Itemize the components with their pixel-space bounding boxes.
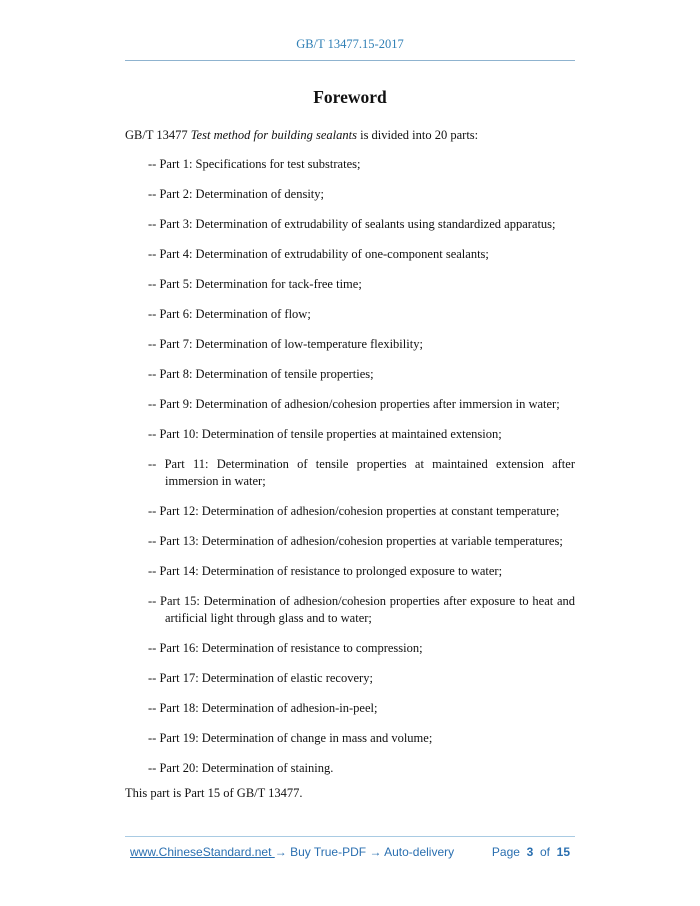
part-list-item: -- Part 14: Determination of resistance to prolonged exposure to water; <box>148 564 503 578</box>
part-list-item: -- Part 4: Determination of extrudability of one-component sealants; <box>148 247 489 261</box>
page-number <box>492 845 570 859</box>
of-label: of <box>539 845 550 859</box>
part-list-item: -- Part 16: Determination of resistance to compression; <box>148 641 423 655</box>
intro-prefix: GB/T 13477 <box>125 128 191 142</box>
current-page: 3 <box>526 845 534 859</box>
part-list-item: -- Part 1: Specifications for test substrates; <box>148 157 361 171</box>
part-list-item: -- Part 15: Determination of adhesion/cohesion properties after exposure to heat and artificial light through glass and to water; <box>148 594 575 625</box>
part-list-item: -- Part 12: Determination of adhesion/cohesion properties at constant temperature; <box>148 504 560 518</box>
header-divider <box>125 60 575 61</box>
part-list-item: -- Part 3: Determination of extrudability of sealants using standardized apparatus; <box>148 217 556 231</box>
part-list-item: -- Part 7: Determination of low-temperature flexibility; <box>148 337 423 351</box>
intro-paragraph <box>125 127 575 144</box>
intro-standard-title: Test method for building sealants <box>190 128 357 142</box>
part-list-item: -- Part 10: Determination of tensile properties at maintained extension; <box>148 427 502 441</box>
part-list-item: -- Part 11: Determination of tensile properties at maintained extension after immersion in water; <box>148 457 575 488</box>
footer-divider <box>125 836 575 837</box>
part-list-item: -- Part 17: Determination of elastic recovery; <box>148 671 373 685</box>
total-pages: 15 <box>556 845 570 859</box>
page-label: Page <box>491 845 520 859</box>
part-list-item: -- Part 18: Determination of adhesion-in-peel; <box>148 701 378 715</box>
footer-promo-text: → Buy True-PDF → Auto-delivery <box>274 845 455 859</box>
part-list-item: -- Part 2: Determination of density; <box>148 187 325 201</box>
parts-list <box>148 156 575 777</box>
part-list-item: -- Part 13: Determination of adhesion/cohesion properties at variable temperatures; <box>148 534 563 548</box>
part-list-item: -- Part 6: Determination of flow; <box>148 307 311 321</box>
intro-suffix: is divided into 20 parts: <box>356 128 479 142</box>
footer-promo <box>130 845 454 859</box>
part-list-item: -- Part 8: Determination of tensile properties; <box>148 367 374 381</box>
part-list-item: -- Part 20: Determination of staining. <box>148 761 334 775</box>
part-list-item: -- Part 5: Determination for tack-free time; <box>148 277 362 291</box>
document-id-header: GB/T 13477.15-2017 <box>296 37 404 51</box>
closing-paragraph: This part is Part 15 of GB/T 13477. <box>125 786 303 800</box>
website-link[interactable]: www.ChineseStandard.net <box>130 845 275 859</box>
footer <box>130 845 570 859</box>
part-list-item: -- Part 9: Determination of adhesion/cohesion properties after immersion in water; <box>148 397 560 411</box>
part-list-item: -- Part 19: Determination of change in mass and volume; <box>148 731 433 745</box>
page-title: Foreword <box>313 87 387 107</box>
